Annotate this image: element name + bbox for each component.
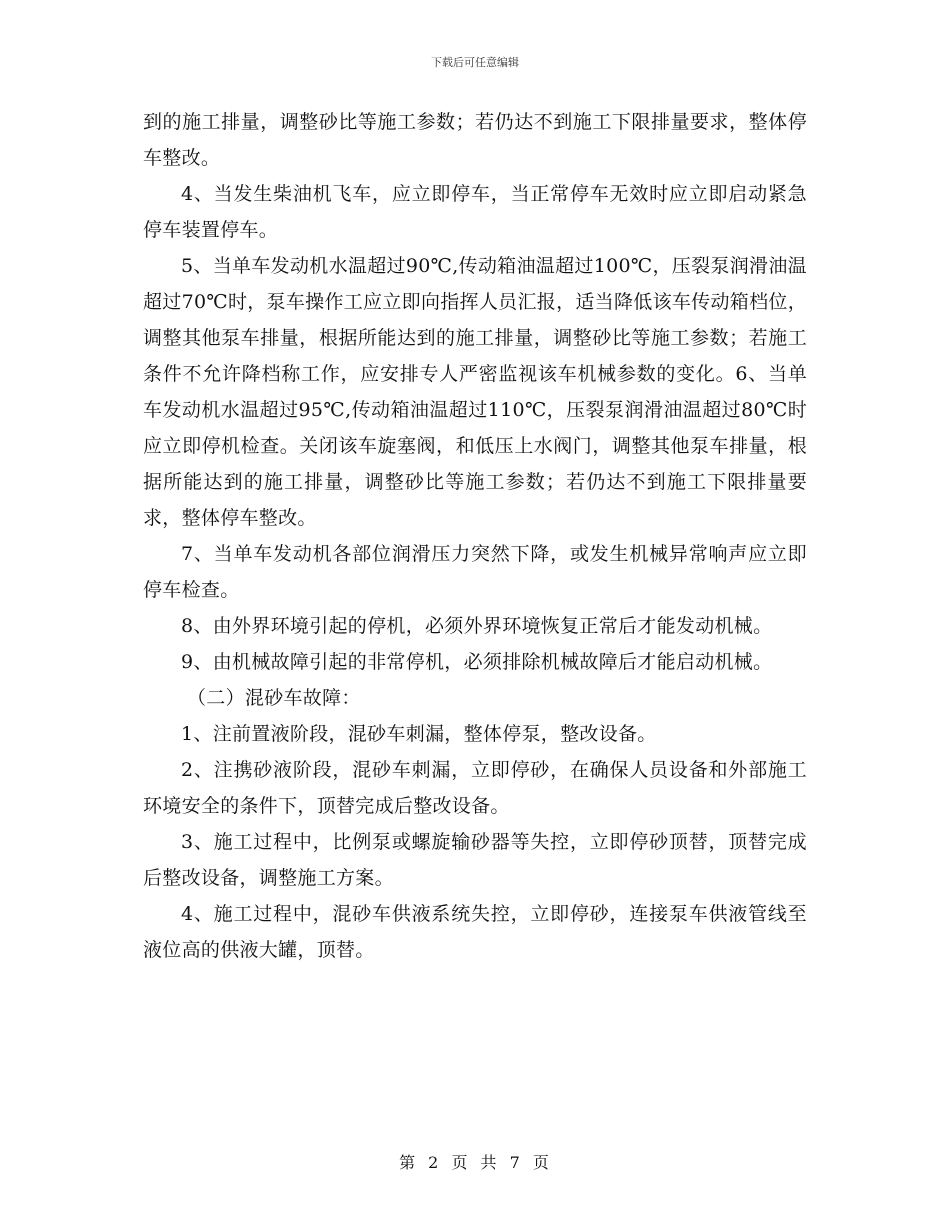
paragraph: 1、注前置液阶段，混砂车刺漏，整体停泵，整改设备。 <box>181 723 657 745</box>
paragraph: 2、注携砂液阶段，混砂车刺漏，立即停砂，在确保人员设备和外部施工环境安全的条件下，顶替完成后整改设备。 <box>143 759 807 817</box>
section-heading: （二）混砂车故障： <box>187 687 361 709</box>
page-header: 下载后可任意编辑 <box>431 56 519 69</box>
paragraph: 5、当单车发动机水温超过90℃,传动箱油温超过100℃，压裂泵润滑油温超过70℃时，泵车操作工应立即向指挥人员汇报，适当降低该车传动箱档位，调整其他泵车排量，根据所能达到的施工排量，调整砂比等施工参数；若施工条件不允许降档称工作，应安排专人严密监视该车机械参数的变化。6、当单车发动机水温超过95℃,传动箱油温超过110℃，压裂泵润滑油温超过80℃时应立即停机检查。关闭该车旋塞阀，和低压上水阀门，调整其他泵车排量，根据所能达到的施工排量，调整砂比等施工参数；若仍达不到施工下限排量要求，整体停车整改。 <box>143 255 807 529</box>
paragraph: 3、施工过程中，比例泵或螺旋输砂器等失控，立即停砂顶替，顶替完成后整改设备，调整施工方案。 <box>143 831 807 889</box>
paragraph: 到的施工排量，调整砂比等施工参数；若仍达不到施工下限排量要求，整体停车整改。 <box>143 111 807 169</box>
paragraph: 4、当发生柴油机飞车，应立即停车，当正常停车无效时应立即启动紧急停车装置停车。 <box>143 183 807 241</box>
paragraph: 8、由外界环境引起的停机，必须外界环境恢复正常后才能发动机械。 <box>181 615 773 637</box>
paragraph: 4、施工过程中，混砂车供液系统失控，立即停砂，连接泵车供液管线至液位高的供液大罐，顶替。 <box>143 903 807 961</box>
paragraph: 9、由机械故障引起的非常停机，必须排除机械故障后才能启动机械。 <box>181 651 773 673</box>
paragraph: 7、当单车发动机各部位润滑压力突然下降，或发生机械异常响声应立即停车检查。 <box>143 543 807 601</box>
page-number: 第 2 页 共 7 页 <box>399 1153 551 1172</box>
document-body <box>143 104 807 968</box>
